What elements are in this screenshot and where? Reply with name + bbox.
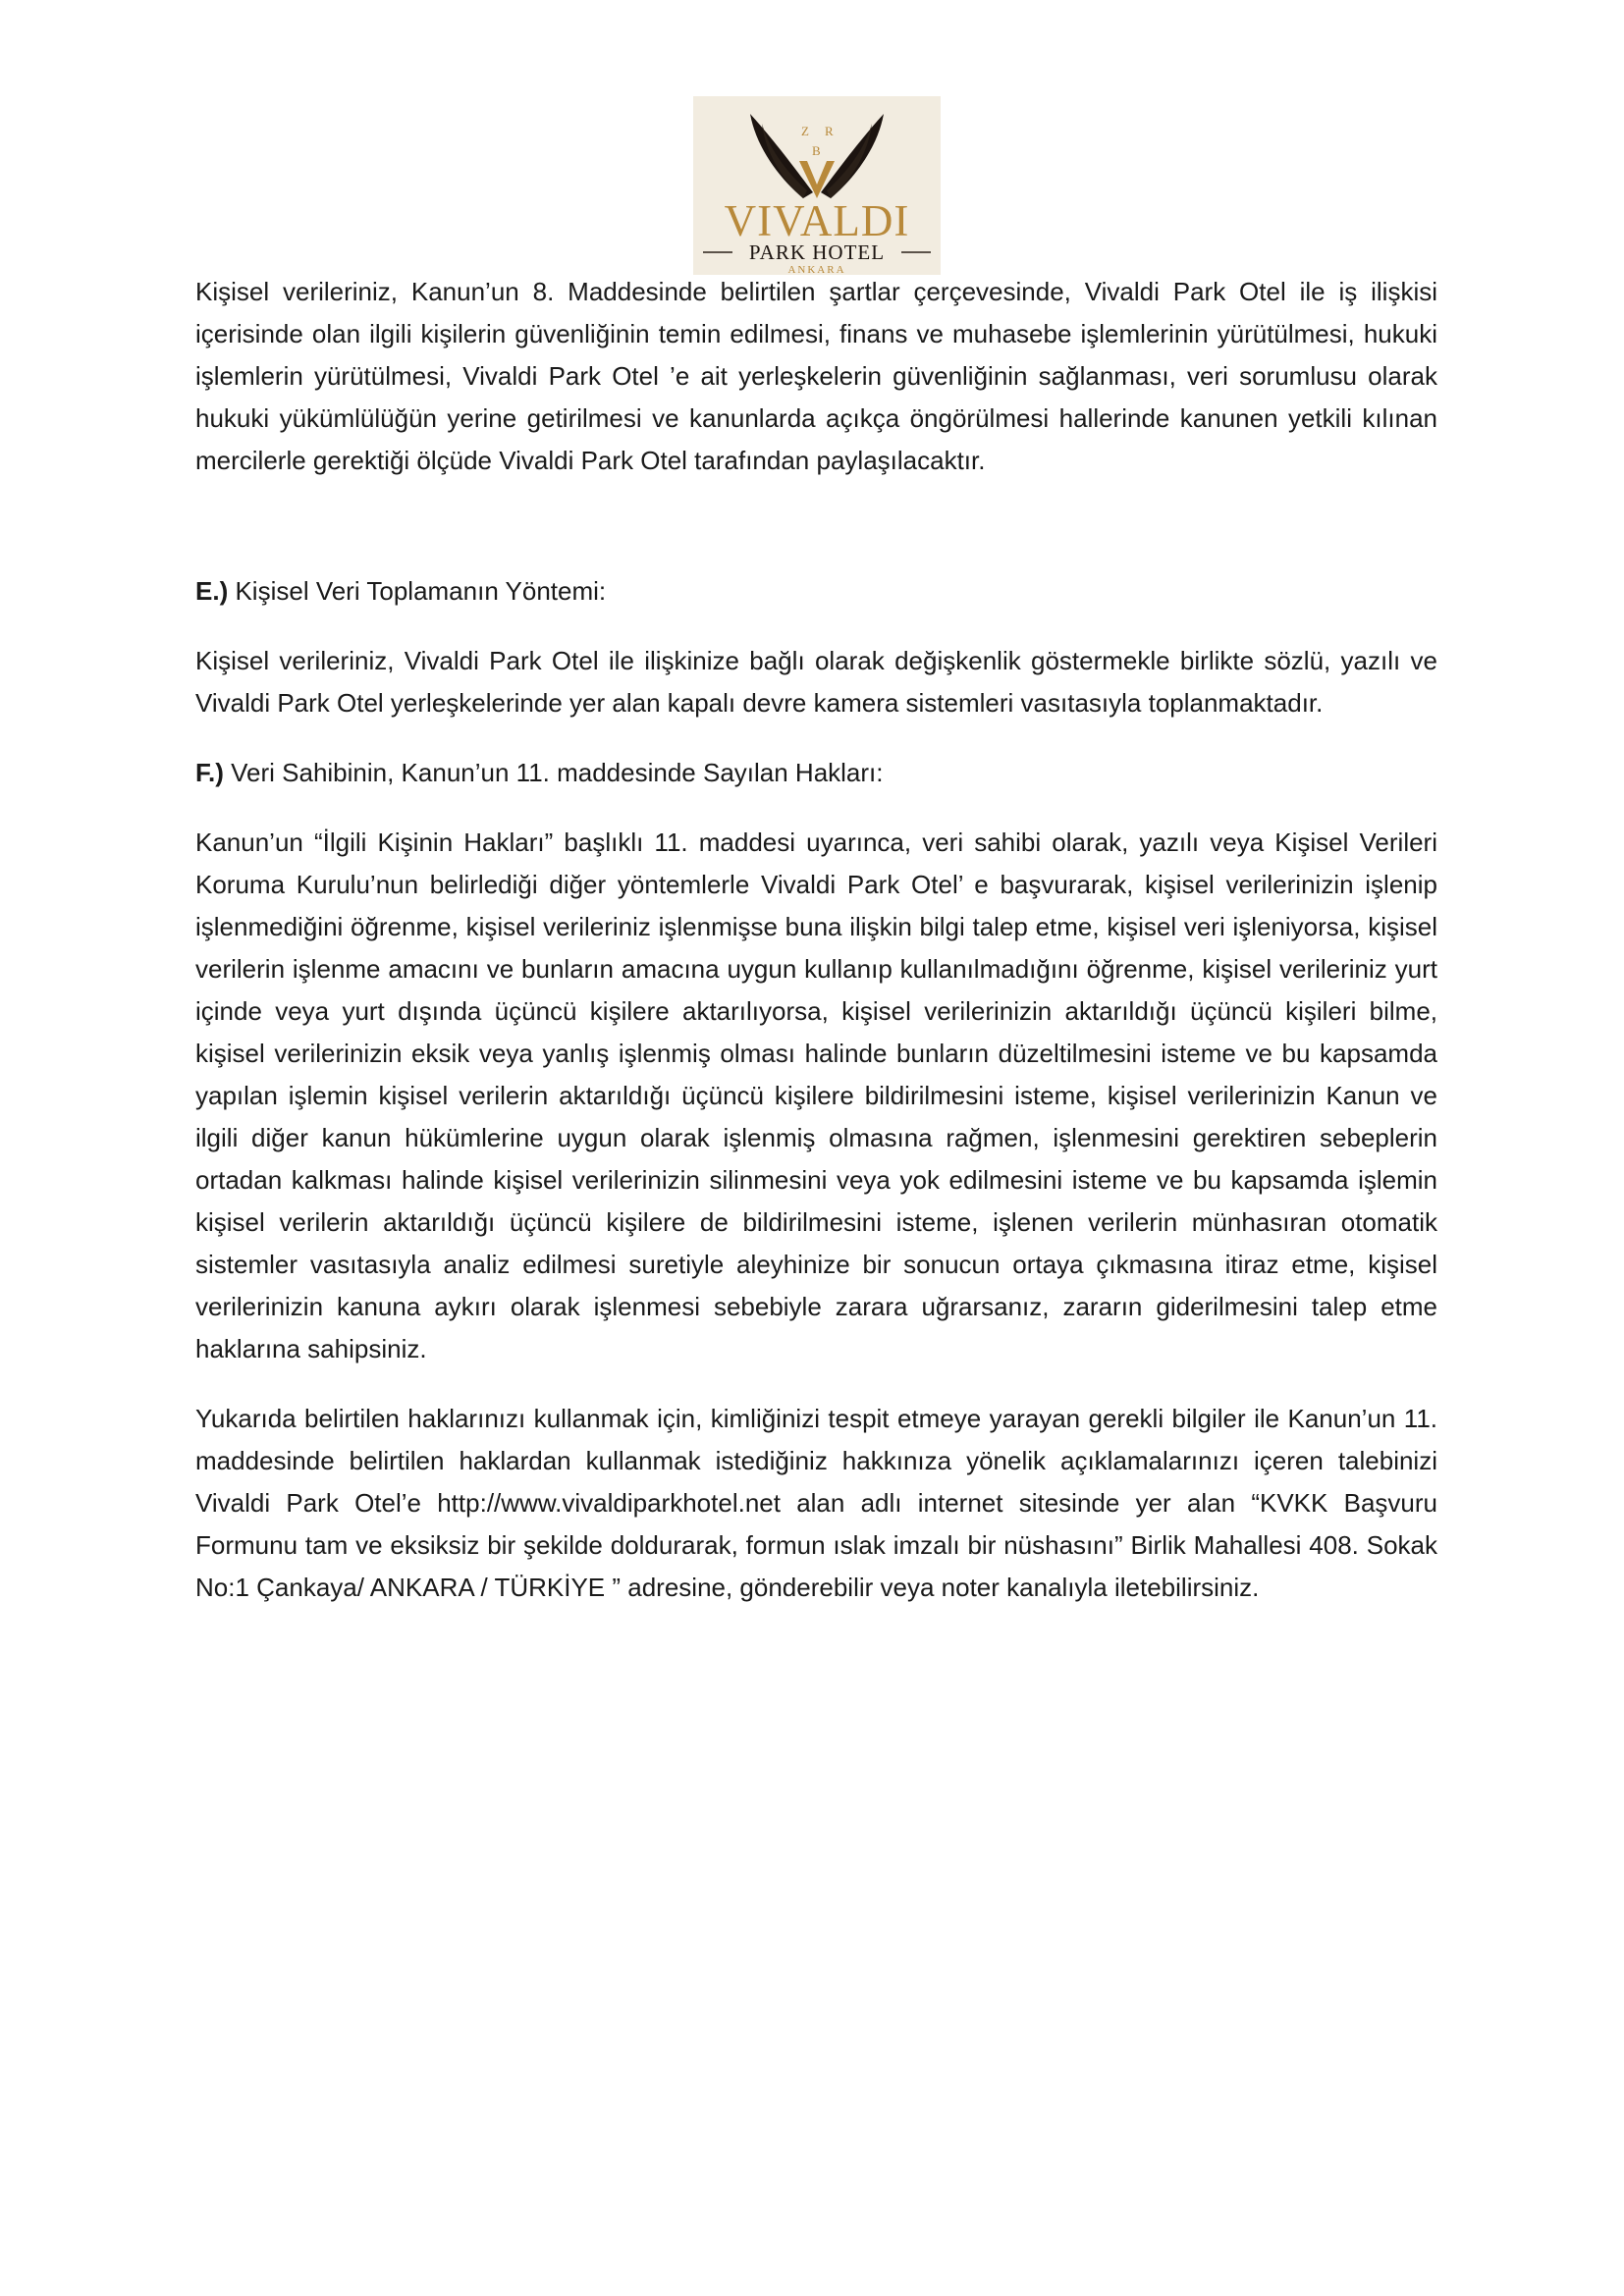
heading-e-label: E.) [195, 576, 229, 606]
logo-monogram-bottom: B [812, 143, 821, 158]
logo-monogram-left: Z [801, 124, 809, 138]
heading-e-title: Kişisel Veri Toplamanın Yöntemi: [228, 576, 607, 606]
heading-f-label: F.) [195, 758, 224, 787]
paragraph-rights: Kanun’un “İlgili Kişinin Hakları” başlıklı 11. maddesi uyarınca, veri sahibi olarak, yazılı veya Kişisel Verileri Koruma Kurulu’nun belirlediği diğer yöntemlerle Vivaldi Park Otel’ e başvurarak, kişisel verilerinizin işlenip işlenmediğini öğrenme, kişisel verileriniz işlenmişse buna ilişkin bilgi talep etme, kişisel veri işleniyorsa, kişisel verilerin işlenme amacını ve bunların amacına uygun kullanıp kullanılmadığını öğrenme, kişisel verileriniz yurt içinde veya yurt dışında üçüncü kişilere aktarılıyorsa, kişisel verilerinizin aktarıldığı üçüncü kişileri bilme, kişisel verilerinizin eksik veya yanlış işlenmiş olması halinde bunların düzeltilmesini isteme ve bu kapsamda yapılan işlemin kişisel verilerin aktarıldığı üçüncü kişilere bildirilmesini isteme, kişisel verilerinizin Kanun ve ilgili diğer kanun hükümlerine uygun olarak işlenmiş olmasına rağmen, işlenmesini gerektiren sebeplerin ortadan kalkması halinde kişisel verilerinizin silinmesini veya yok edilmesini isteme ve bu kapsamda işlemin kişisel verilerin aktarıldığı üçüncü kişilere de bildirilmesini isteme, işlenen verilerin münhasıran otomatik sistemler vasıtasıyla analiz edilmesi suretiyle aleyhinize bir sonucun ortaya çıkmasına itiraz etme, kişisel verilerinizin kanuna aykırı olarak işlenmesi sebebiyle zarara uğrarsanız, zararın giderilmesini talep etme haklarına sahipsiniz. [195, 828, 1437, 1363]
paragraph-application: Yukarıda belirtilen haklarınızı kullanmak için, kimliğinizi tespit etmeye yarayan gerekli bilgiler ile Kanun’un 11. maddesinde belirtilen haklardan kullanmak istediğiniz hakkınıza yönelik açıklamalarınızı içeren talebinizi Vivaldi Park Otel’e http://www.vivaldiparkhotel.net alan adlı internet sitesinde yer alan “KVKK Başvuru Formunu tam ve eksiksiz bir şekilde doldurarak, formun ıslak imzalı bir nüshasını” Birlik Mahallesi 408. Sokak No:1 Çankaya/ ANKARA / TÜRKİYE ” adresine, gönderebilir veya noter kanalıyla iletebilirsiniz. [195, 1404, 1437, 1602]
heading-f-title: Veri Sahibinin, Kanun’un 11. maddesinde Sayılan Hakları: [223, 758, 884, 787]
paragraph-collection-method: Kişisel verileriniz, Vivaldi Park Otel ile ilişkinize bağlı olarak değişkenlik göstermekle birlikte sözlü, yazılı ve Vivaldi Park Otel yerleşkelerinde yer alan kapalı devre kamera sistemleri vasıtasıyla toplanmaktadır. [195, 646, 1437, 718]
logo-city-text: ANKARA [787, 264, 846, 275]
paragraph-data-sharing: Kişisel verileriniz, Kanun’un 8. Maddesinde belirtilen şartlar çerçevesinde, Vivaldi Park Otel ile iş ilişkisi içerisinde olan ilgili kişilerin güvenliğinin temin edilmesi, finans ve muhasebe işlemlerinin yürütülmesi, hukuki işlemlerin yürütülmesi, Vivaldi Park Otel ’e ait yerleşkelerin güvenliğinin sağlanması, veri sorumlusu olarak hukuki yükümlülüğün yerine getirilmesi ve kanunlarda açıkça öngörülmesi hallerinde kanunen yetkili kılınan mercilerle gerektiği ölçüde Vivaldi Park Otel tarafından paylaşılacaktır. [195, 277, 1437, 475]
logo-brand-text: VIVALDI [724, 196, 910, 245]
document-body [195, 271, 1437, 1609]
logo-sub-text: PARK HOTEL [748, 240, 886, 264]
heading-e [195, 570, 1437, 613]
logo-monogram-right: R [825, 124, 834, 138]
hotel-logo [693, 96, 941, 275]
heading-f [195, 752, 1437, 794]
